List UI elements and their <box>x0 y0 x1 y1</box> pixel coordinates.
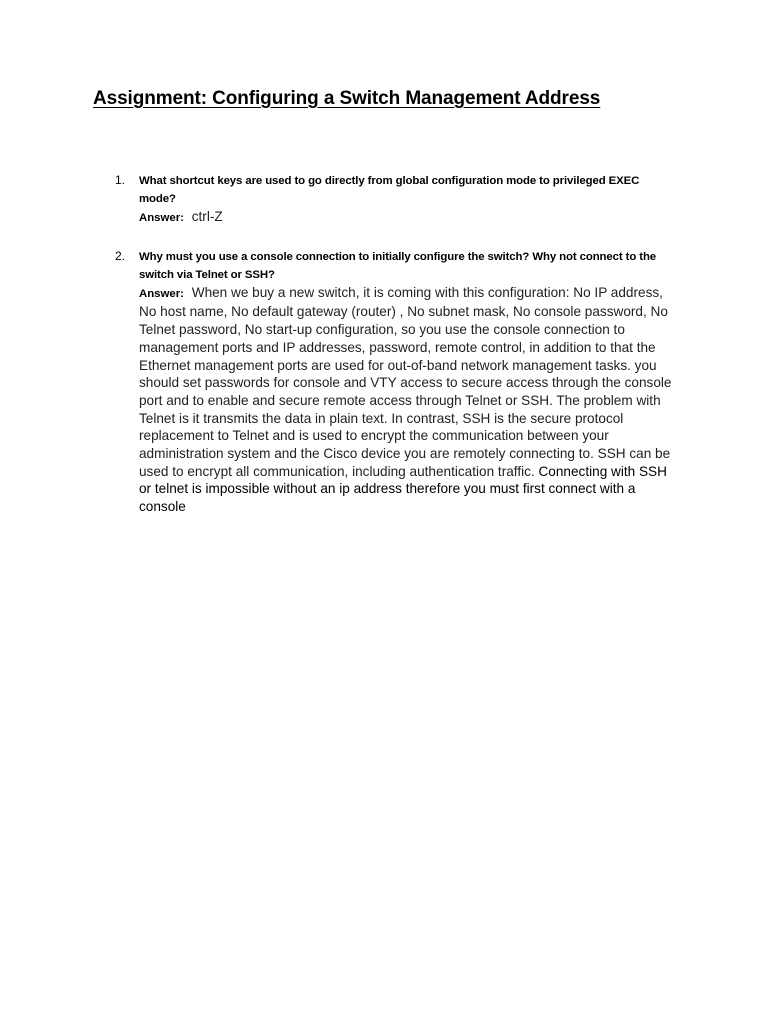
answer-extra-text: Connecting with SSH or telnet is impossible without an ip address therefore you must first connect with a console <box>139 463 667 515</box>
question-item <box>115 172 675 228</box>
question-text: Why must you use a console connection to initially configure the switch? Why not connect to the switch via Telnet or SSH? <box>139 250 657 281</box>
answer-text: ctrl-Z <box>191 209 223 224</box>
answer-block <box>139 208 675 228</box>
document-title: Assignment: Configuring a Switch Management Address <box>93 88 601 109</box>
question-list <box>115 172 675 516</box>
question-item <box>115 248 675 516</box>
answer-label: Answer: <box>139 287 184 300</box>
answer-text: When we buy a new switch, it is coming with this configuration: No IP address, No host name, No default gateway (router) , No subnet mask, No console password, No Telnet password, No start-up configuration, so you use the console connection to management ports and IP addresses, password, remote control, in addition to that the Ethernet management ports are used for out-of-band network management tasks. you should set passwords for console and VTY access to secure access through the console port and to enable and secure remote access through Telnet or SSH. The problem with Telnet is it transmits the data in plain text. In contrast, SSH is the secure protocol replacement to Telnet and is used to encrypt the communication between your administration system and the Cisco device you are remotely connecting to. SSH can be used to encrypt all communication, including authentication traffic. <box>139 284 672 479</box>
question-number: 1. <box>115 173 126 187</box>
question-number: 2. <box>115 248 126 263</box>
answer-label: Answer: <box>139 212 184 224</box>
question-text: What shortcut keys are used to go directly from global configuration mode to privileged EXEC mode? <box>139 175 640 205</box>
answer-block <box>139 284 675 516</box>
